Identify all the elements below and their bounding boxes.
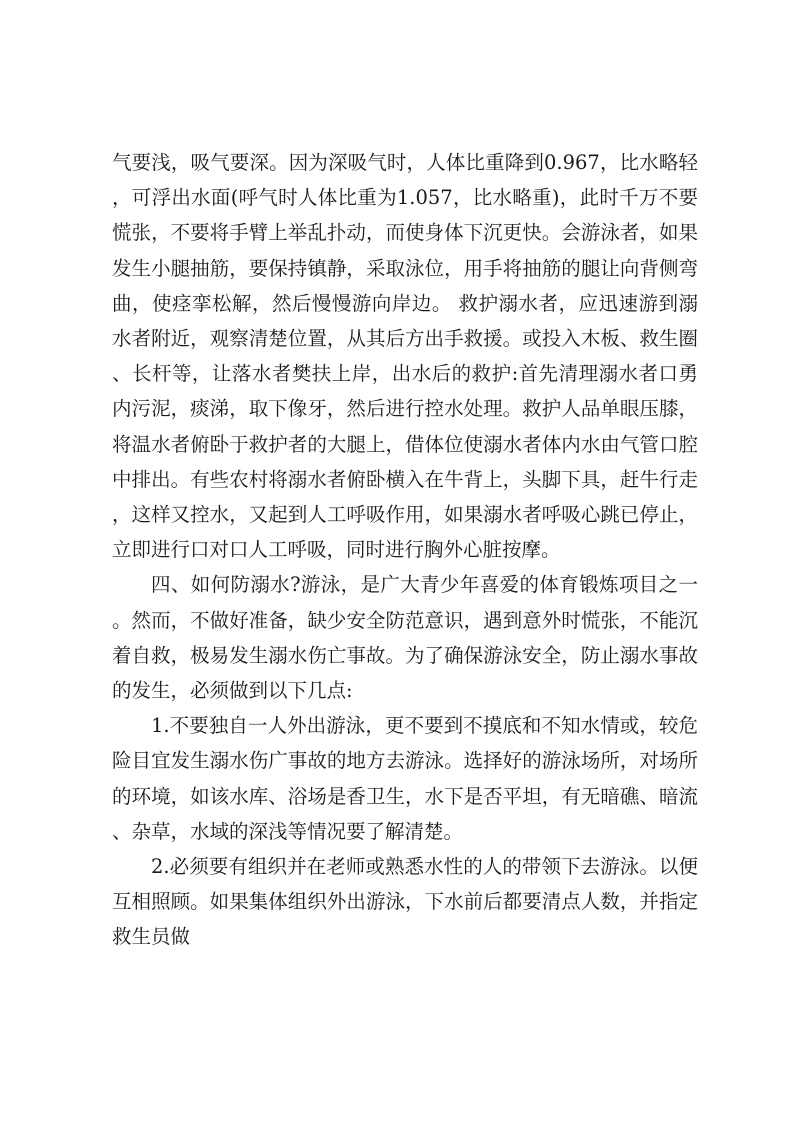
- paragraph-point-1: 1.不要独自一人外出游泳，更不要到不摸底和不知水情或，较危险目宜发生溺水伤广事故的地方去游泳。选择好的游泳场所，对场所的环境，如该水库、浴场是香卫生，水下是否平坦，有无暗礁、暗流、杂草，水域的深浅等情况要了解清楚。: [112, 714, 698, 843]
- document-body: [112, 145, 698, 955]
- paragraph-rescue: 气要浅，吸气要深。因为深吸气时，人体比重降到0.967，比水略轻，可浮出水面(呼气时人体比重为1.057，比水略重)，此时千万不要慌张，不要将手臂上举乱扑动，而使身体下沉更快。会游泳者，如果发生小腿抽筋，要保持镇静，采取泳位，用手将抽筋的腿让向背侧弯曲，使痉挛松解，然后慢慢游向岸边。 救护溺水者，应迅速游到溺水者附近，观察清楚位置，从其后方出手救援。或投入木板、救生圈、长杆等，让落水者樊扶上岸，出水后的救护:首先清理溺水者口勇内污泥，痰涕，取下像牙，然后进行控水处理。救护人品单眼压膝，将温水者俯卧于救护者的大腿上，借体位使溺水者体内水由气管口腔中排出。有些农村将溺水者俯卧横入在牛背上，头脚下具，赶牛行走，这样又控水，又起到人工呼吸作用，如果溺水者呼吸心跳已停止，立即进行口对口人工呼吸，同时进行胸外心脏按摩。: [112, 151, 698, 562]
- paragraph-point-2: 2.必须要有组织并在老师或熟悉水性的人的带领下去游泳。以便互相照顾。如果集体组织外出游泳，下水前后都要清点人数，并指定救生员做: [112, 855, 698, 949]
- paragraph-prevention-intro: 四、如何防溺水?游泳，是广大青少年喜爱的体育锻炼项目之一。然而，不做好准备，缺少安全防范意识，遇到意外时慌张，不能沉着自救，极易发生溺水伤亡事故。为了确保游泳安全，防止溺水事故的发生，必须做到以下几点:: [112, 573, 698, 703]
